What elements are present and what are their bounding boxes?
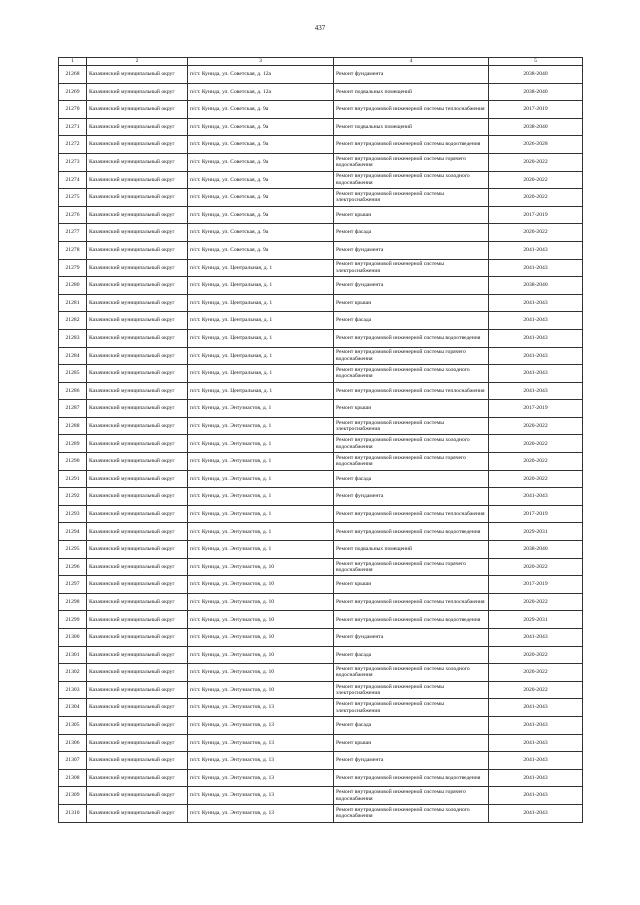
table-row: [59, 241, 583, 259]
address-cell: п/ст. Кунида, ул. Энтузиастов, д. 1: [188, 488, 334, 506]
table-row: [59, 505, 583, 523]
row-number-cell: 21310: [59, 804, 87, 822]
row-number-cell: 21278: [59, 241, 87, 259]
address-cell: п/ст. Кунида, ул. Советская, д. 9а: [188, 118, 334, 136]
address-cell: п/ст. Кунида, ул. Энтузиастов, д. 10: [188, 576, 334, 594]
municipality-cell: Казачинский муниципальный округ: [87, 523, 188, 541]
address-cell: п/ст. Кунида, ул. Советская, д. 9а: [188, 224, 334, 242]
table-row: [59, 629, 583, 647]
table-row: [59, 470, 583, 488]
table-row: [59, 541, 583, 559]
work-type-cell: Ремонт подвальных помещений: [334, 118, 489, 136]
period-cell: 2041-2043: [489, 629, 583, 647]
address-cell: п/ст. Кунида, ул. Центральная, д. 1: [188, 312, 334, 330]
address-cell: п/ст. Кунида, ул. Советская, д. 12а: [188, 83, 334, 101]
address-cell: п/ст. Кунида, ул. Советская, д. 9а: [188, 101, 334, 119]
address-cell: п/ст. Кунида, ул. Центральная, д. 1: [188, 365, 334, 383]
work-type-cell: Ремонт внутридомовой инженерной системы электроснабжения: [334, 189, 489, 207]
municipality-cell: Казачинский муниципальный округ: [87, 224, 188, 242]
address-cell: п/ст. Кунида, ул. Энтузиастов, д. 13: [188, 699, 334, 717]
address-cell: п/ст. Кунида, ул. Центральная, д. 1: [188, 259, 334, 277]
address-cell: п/ст. Кунида, ул. Энтузиастов, д. 1: [188, 417, 334, 435]
row-number-cell: 21295: [59, 541, 87, 559]
municipality-cell: Казачинский муниципальный округ: [87, 365, 188, 383]
work-type-cell: Ремонт внутридомовой инженерной системы холодного водоснабжения: [334, 664, 489, 682]
work-type-cell: Ремонт внутридомовой инженерной системы холодного водоснабжения: [334, 804, 489, 822]
table-row: [59, 312, 583, 330]
period-cell: 2041-2043: [489, 716, 583, 734]
period-cell: 2029-2031: [489, 611, 583, 629]
address-cell: п/ст. Кунида, ул. Центральная, д. 1: [188, 347, 334, 365]
work-type-cell: Ремонт внутридомовой инженерной системы водоотведения: [334, 136, 489, 154]
period-cell: 2038-2040: [489, 66, 583, 84]
work-type-cell: Ремонт внутридомовой инженерной системы холодного водоснабжения: [334, 365, 489, 383]
row-number-cell: 21309: [59, 787, 87, 805]
row-number-cell: 21302: [59, 664, 87, 682]
address-cell: п/ст. Кунида, ул. Энтузиастов, д. 10: [188, 629, 334, 647]
table-row: [59, 417, 583, 435]
work-type-cell: Ремонт фундамента: [334, 241, 489, 259]
work-type-cell: Ремонт фасада: [334, 224, 489, 242]
row-number-cell: 21269: [59, 83, 87, 101]
period-cell: 2020-2022: [489, 417, 583, 435]
period-cell: 2020-2022: [489, 224, 583, 242]
table-row: [59, 453, 583, 471]
table-row: [59, 189, 583, 207]
address-cell: п/ст. Кунида, ул. Энтузиастов, д. 13: [188, 787, 334, 805]
table-row: [59, 153, 583, 171]
period-cell: 2041-2043: [489, 769, 583, 787]
row-number-cell: 21276: [59, 206, 87, 224]
address-cell: п/ст. Кунида, ул. Энтузиастов, д. 1: [188, 453, 334, 471]
municipality-cell: Казачинский муниципальный округ: [87, 681, 188, 699]
row-number-cell: 21282: [59, 312, 87, 330]
period-cell: 2020-2022: [489, 593, 583, 611]
table-row: [59, 611, 583, 629]
repair-schedule-table: [58, 57, 583, 823]
work-type-cell: Ремонт подвальных помещений: [334, 83, 489, 101]
address-cell: п/ст. Кунида, ул. Энтузиастов, д. 13: [188, 734, 334, 752]
municipality-cell: Казачинский муниципальный округ: [87, 629, 188, 647]
row-number-cell: 21306: [59, 734, 87, 752]
period-cell: 2041-2043: [489, 699, 583, 717]
row-number-cell: 21275: [59, 189, 87, 207]
period-cell: 2017-2019: [489, 206, 583, 224]
address-cell: п/ст. Кунида, ул. Центральная, д. 1: [188, 277, 334, 295]
municipality-cell: Казачинский муниципальный округ: [87, 400, 188, 418]
municipality-cell: Казачинский муниципальный округ: [87, 189, 188, 207]
table-row: [59, 664, 583, 682]
period-cell: 2020-2022: [489, 664, 583, 682]
municipality-cell: Казачинский муниципальный округ: [87, 312, 188, 330]
row-number-cell: 21284: [59, 347, 87, 365]
row-number-cell: 21272: [59, 136, 87, 154]
period-cell: 2041-2043: [489, 787, 583, 805]
municipality-cell: Казачинский муниципальный округ: [87, 171, 188, 189]
address-cell: п/ст. Кунида, ул. Энтузиастов, д. 10: [188, 593, 334, 611]
period-cell: 2020-2022: [489, 153, 583, 171]
table-row: [59, 83, 583, 101]
municipality-cell: Казачинский муниципальный округ: [87, 664, 188, 682]
municipality-cell: Казачинский муниципальный округ: [87, 593, 188, 611]
period-cell: 2041-2043: [489, 312, 583, 330]
address-cell: п/ст. Кунида, ул. Советская, д. 9а: [188, 189, 334, 207]
work-type-cell: Ремонт фундамента: [334, 66, 489, 84]
row-number-cell: 21304: [59, 699, 87, 717]
column-number-header-row: [59, 58, 583, 66]
row-number-cell: 21277: [59, 224, 87, 242]
row-number-cell: 21268: [59, 66, 87, 84]
work-type-cell: Ремонт внутридомовой инженерной системы электроснабжения: [334, 681, 489, 699]
period-cell: 2041-2043: [489, 382, 583, 400]
period-cell: 2041-2043: [489, 259, 583, 277]
work-type-cell: Ремонт фасада: [334, 312, 489, 330]
address-cell: п/ст. Кунида, ул. Центральная, д. 1: [188, 329, 334, 347]
table-row: [59, 277, 583, 295]
table-row: [59, 347, 583, 365]
period-cell: 2041-2043: [489, 329, 583, 347]
municipality-cell: Казачинский муниципальный округ: [87, 752, 188, 770]
address-cell: п/ст. Кунида, ул. Энтузиастов, д. 13: [188, 752, 334, 770]
municipality-cell: Казачинский муниципальный округ: [87, 329, 188, 347]
period-cell: 2020-2022: [489, 171, 583, 189]
municipality-cell: Казачинский муниципальный округ: [87, 470, 188, 488]
address-cell: п/ст. Кунида, ул. Энтузиастов, д. 10: [188, 681, 334, 699]
period-cell: 2041-2043: [489, 365, 583, 383]
work-type-cell: Ремонт фасада: [334, 470, 489, 488]
municipality-cell: Казачинский муниципальный округ: [87, 277, 188, 295]
address-cell: п/ст. Кунида, ул. Энтузиастов, д. 1: [188, 470, 334, 488]
address-cell: п/ст. Кунида, ул. Энтузиастов, д. 13: [188, 769, 334, 787]
municipality-cell: Казачинский муниципальный округ: [87, 153, 188, 171]
municipality-cell: Казачинский муниципальный округ: [87, 576, 188, 594]
row-number-cell: 21300: [59, 629, 87, 647]
work-type-cell: Ремонт внутридомовой инженерной системы горячего водоснабжения: [334, 558, 489, 576]
table-row: [59, 382, 583, 400]
work-type-cell: Ремонт фундамента: [334, 277, 489, 295]
period-cell: 2020-2022: [489, 189, 583, 207]
table-row: [59, 488, 583, 506]
row-number-cell: 21308: [59, 769, 87, 787]
municipality-cell: Казачинский муниципальный округ: [87, 488, 188, 506]
address-cell: п/ст. Кунида, ул. Энтузиастов, д. 1: [188, 435, 334, 453]
row-number-cell: 21289: [59, 435, 87, 453]
period-cell: 2041-2043: [489, 241, 583, 259]
work-type-cell: Ремонт внутридомовой инженерной системы электроснабжения: [334, 699, 489, 717]
row-number-cell: 21303: [59, 681, 87, 699]
row-number-cell: 21293: [59, 505, 87, 523]
row-number-cell: 21292: [59, 488, 87, 506]
period-cell: 2020-2022: [489, 453, 583, 471]
period-cell: 2038-2040: [489, 118, 583, 136]
table-row: [59, 206, 583, 224]
row-number-cell: 21283: [59, 329, 87, 347]
work-type-cell: Ремонт внутридомовой инженерной системы горячего водоснабжения: [334, 787, 489, 805]
work-type-cell: Ремонт крыши: [334, 206, 489, 224]
row-number-cell: 21299: [59, 611, 87, 629]
row-number-cell: 21279: [59, 259, 87, 277]
column-header: 3: [188, 58, 334, 66]
work-type-cell: Ремонт внутридомовой инженерной системы горячего водоснабжения: [334, 347, 489, 365]
address-cell: п/ст. Кунида, ул. Центральная, д. 1: [188, 294, 334, 312]
column-header: 1: [59, 58, 87, 66]
period-cell: 2017-2019: [489, 505, 583, 523]
municipality-cell: Казачинский муниципальный округ: [87, 417, 188, 435]
municipality-cell: Казачинский муниципальный округ: [87, 734, 188, 752]
table-row: [59, 699, 583, 717]
work-type-cell: Ремонт внутридомовой инженерной системы холодного водоснабжения: [334, 435, 489, 453]
table-row: [59, 259, 583, 277]
period-cell: 2041-2043: [489, 734, 583, 752]
municipality-cell: Казачинский муниципальный округ: [87, 347, 188, 365]
period-cell: 2020-2022: [489, 646, 583, 664]
table-row: [59, 787, 583, 805]
municipality-cell: Казачинский муниципальный округ: [87, 241, 188, 259]
work-type-cell: Ремонт внутридомовой инженерной системы электроснабжения: [334, 417, 489, 435]
table-row: [59, 435, 583, 453]
period-cell: 2020-2022: [489, 470, 583, 488]
address-cell: п/ст. Кунида, ул. Советская, д. 9а: [188, 153, 334, 171]
address-cell: п/ст. Кунида, ул. Энтузиастов, д. 10: [188, 646, 334, 664]
work-type-cell: Ремонт фундамента: [334, 752, 489, 770]
address-cell: п/ст. Кунида, ул. Советская, д. 9а: [188, 206, 334, 224]
work-type-cell: Ремонт крыши: [334, 576, 489, 594]
work-type-cell: Ремонт фасада: [334, 716, 489, 734]
period-cell: 2017-2019: [489, 400, 583, 418]
table-row: [59, 752, 583, 770]
period-cell: 2026-2028: [489, 136, 583, 154]
table-row: [59, 365, 583, 383]
table-row: [59, 576, 583, 594]
table-row: [59, 646, 583, 664]
work-type-cell: Ремонт внутридомовой инженерной системы теплоснабжения: [334, 382, 489, 400]
table-row: [59, 558, 583, 576]
row-number-cell: 21286: [59, 382, 87, 400]
period-cell: 2038-2040: [489, 277, 583, 295]
table-row: [59, 118, 583, 136]
period-cell: 2020-2022: [489, 435, 583, 453]
municipality-cell: Казачинский муниципальный округ: [87, 769, 188, 787]
work-type-cell: Ремонт внутридомовой инженерной системы горячего водоснабжения: [334, 153, 489, 171]
period-cell: 2041-2043: [489, 294, 583, 312]
address-cell: п/ст. Кунида, ул. Энтузиастов, д. 1: [188, 523, 334, 541]
work-type-cell: Ремонт фундамента: [334, 488, 489, 506]
address-cell: п/ст. Кунида, ул. Энтузиастов, д. 13: [188, 804, 334, 822]
work-type-cell: Ремонт крыши: [334, 400, 489, 418]
municipality-cell: Казачинский муниципальный округ: [87, 558, 188, 576]
municipality-cell: Казачинский муниципальный округ: [87, 118, 188, 136]
work-type-cell: Ремонт внутридомовой инженерной системы теплоснабжения: [334, 505, 489, 523]
page-number: 437: [314, 24, 326, 32]
row-number-cell: 21290: [59, 453, 87, 471]
period-cell: 2038-2040: [489, 541, 583, 559]
municipality-cell: Казачинский муниципальный округ: [87, 611, 188, 629]
municipality-cell: Казачинский муниципальный округ: [87, 716, 188, 734]
address-cell: п/ст. Кунида, ул. Центральная, д. 1: [188, 382, 334, 400]
work-type-cell: Ремонт внутридомовой инженерной системы теплоснабжения: [334, 593, 489, 611]
work-type-cell: Ремонт подвальных помещений: [334, 541, 489, 559]
row-number-cell: 21307: [59, 752, 87, 770]
row-number-cell: 21294: [59, 523, 87, 541]
table-row: [59, 400, 583, 418]
table-row: [59, 224, 583, 242]
row-number-cell: 21270: [59, 101, 87, 119]
row-number-cell: 21301: [59, 646, 87, 664]
work-type-cell: Ремонт внутридомовой инженерной системы водоотведения: [334, 329, 489, 347]
row-number-cell: 21287: [59, 400, 87, 418]
municipality-cell: Казачинский муниципальный округ: [87, 101, 188, 119]
address-cell: п/ст. Кунида, ул. Энтузиастов, д. 1: [188, 505, 334, 523]
work-type-cell: Ремонт внутридомовой инженерной системы горячего водоснабжения: [334, 453, 489, 471]
period-cell: 2020-2022: [489, 558, 583, 576]
row-number-cell: 21298: [59, 593, 87, 611]
address-cell: п/ст. Кунида, ул. Энтузиастов, д. 1: [188, 400, 334, 418]
work-type-cell: Ремонт фасада: [334, 646, 489, 664]
municipality-cell: Казачинский муниципальный округ: [87, 435, 188, 453]
address-cell: п/ст. Кунида, ул. Советская, д. 12а: [188, 66, 334, 84]
municipality-cell: Казачинский муниципальный округ: [87, 66, 188, 84]
table-row: [59, 734, 583, 752]
table-body: [59, 66, 583, 823]
municipality-cell: Казачинский муниципальный округ: [87, 505, 188, 523]
table-row: [59, 769, 583, 787]
municipality-cell: Казачинский муниципальный округ: [87, 382, 188, 400]
address-cell: п/ст. Кунида, ул. Советская, д. 9а: [188, 241, 334, 259]
period-cell: 2017-2019: [489, 576, 583, 594]
municipality-cell: Казачинский муниципальный округ: [87, 294, 188, 312]
municipality-cell: Казачинский муниципальный округ: [87, 206, 188, 224]
table-row: [59, 804, 583, 822]
row-number-cell: 21291: [59, 470, 87, 488]
table-row: [59, 136, 583, 154]
period-cell: 2041-2043: [489, 347, 583, 365]
work-type-cell: Ремонт внутридомовой инженерной системы холодного водоснабжения: [334, 171, 489, 189]
row-number-cell: 21273: [59, 153, 87, 171]
municipality-cell: Казачинский муниципальный округ: [87, 646, 188, 664]
column-header: 5: [489, 58, 583, 66]
period-cell: 2041-2043: [489, 752, 583, 770]
row-number-cell: 21274: [59, 171, 87, 189]
municipality-cell: Казачинский муниципальный округ: [87, 804, 188, 822]
work-type-cell: Ремонт внутридомовой инженерной системы водоотведения: [334, 611, 489, 629]
row-number-cell: 21296: [59, 558, 87, 576]
period-cell: 2038-2040: [489, 83, 583, 101]
row-number-cell: 21285: [59, 365, 87, 383]
address-cell: п/ст. Кунида, ул. Энтузиастов, д. 1: [188, 541, 334, 559]
table-row: [59, 294, 583, 312]
table-row: [59, 101, 583, 119]
work-type-cell: Ремонт фундамента: [334, 629, 489, 647]
column-header: 2: [87, 58, 188, 66]
row-number-cell: 21280: [59, 277, 87, 295]
row-number-cell: 21288: [59, 417, 87, 435]
period-cell: 2041-2043: [489, 804, 583, 822]
address-cell: п/ст. Кунида, ул. Энтузиастов, д. 13: [188, 716, 334, 734]
work-type-cell: Ремонт внутридомовой инженерной системы водоотведения: [334, 523, 489, 541]
row-number-cell: 21271: [59, 118, 87, 136]
table-row: [59, 329, 583, 347]
municipality-cell: Казачинский муниципальный округ: [87, 541, 188, 559]
address-cell: п/ст. Кунида, ул. Советская, д. 9а: [188, 171, 334, 189]
row-number-cell: 21305: [59, 716, 87, 734]
municipality-cell: Казачинский муниципальный округ: [87, 787, 188, 805]
period-cell: 2041-2043: [489, 488, 583, 506]
table-row: [59, 593, 583, 611]
address-cell: п/ст. Кунида, ул. Энтузиастов, д. 10: [188, 558, 334, 576]
table-row: [59, 523, 583, 541]
table-row: [59, 171, 583, 189]
period-cell: 2029-2031: [489, 523, 583, 541]
municipality-cell: Казачинский муниципальный округ: [87, 259, 188, 277]
municipality-cell: Казачинский муниципальный округ: [87, 453, 188, 471]
row-number-cell: 21281: [59, 294, 87, 312]
municipality-cell: Казачинский муниципальный округ: [87, 136, 188, 154]
row-number-cell: 21297: [59, 576, 87, 594]
table-row: [59, 716, 583, 734]
work-type-cell: Ремонт внутридомовой инженерной системы электроснабжения: [334, 259, 489, 277]
work-type-cell: Ремонт крыши: [334, 734, 489, 752]
work-type-cell: Ремонт крыши: [334, 294, 489, 312]
work-type-cell: Ремонт внутридомовой инженерной системы водоотведения: [334, 769, 489, 787]
work-type-cell: Ремонт внутридомовой инженерной системы теплоснабжения: [334, 101, 489, 119]
period-cell: 2020-2022: [489, 681, 583, 699]
table-row: [59, 66, 583, 84]
municipality-cell: Казачинский муниципальный округ: [87, 83, 188, 101]
table-row: [59, 681, 583, 699]
municipality-cell: Казачинский муниципальный округ: [87, 699, 188, 717]
period-cell: 2017-2019: [489, 101, 583, 119]
column-header: 4: [334, 58, 489, 66]
address-cell: п/ст. Кунида, ул. Советская, д. 9а: [188, 136, 334, 154]
address-cell: п/ст. Кунида, ул. Энтузиастов, д. 10: [188, 611, 334, 629]
address-cell: п/ст. Кунида, ул. Энтузиастов, д. 10: [188, 664, 334, 682]
